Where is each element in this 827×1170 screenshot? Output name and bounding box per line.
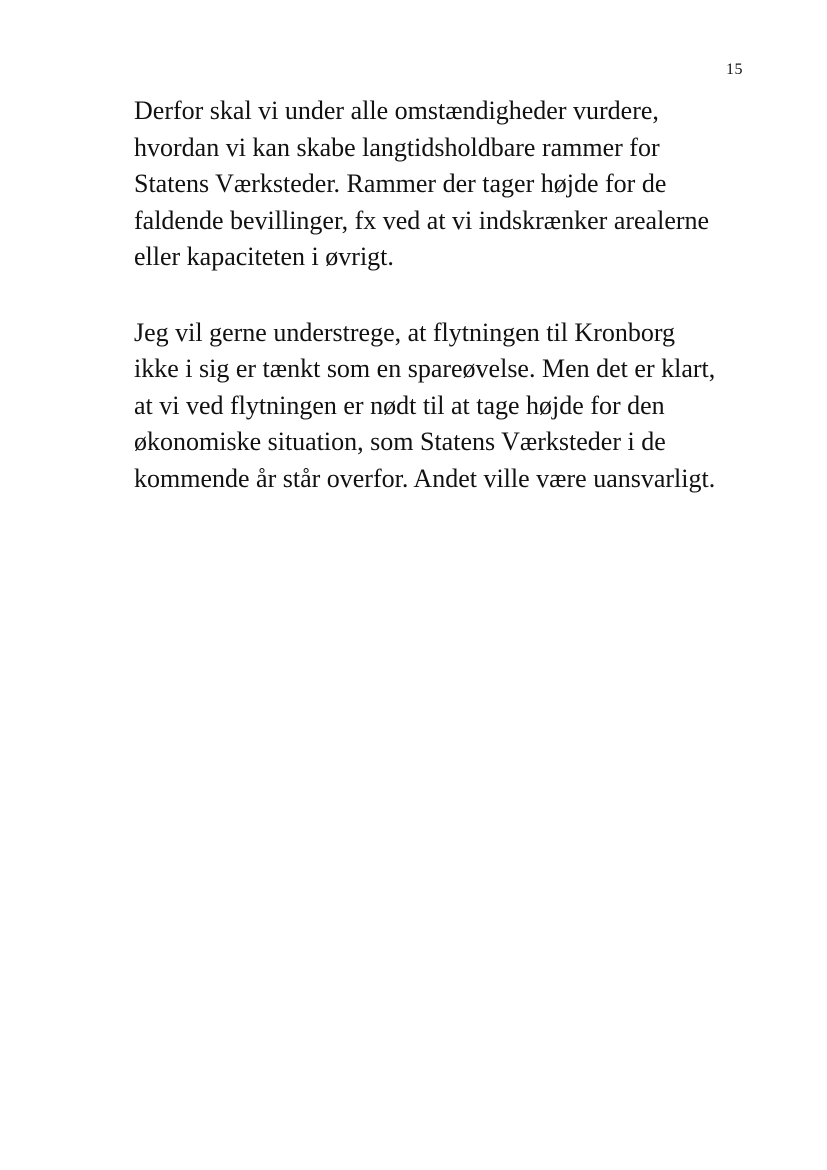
page-number: 15 <box>726 61 743 78</box>
text-line: faldende bevillinger, fx ved at vi indskrænker arealerne <box>134 205 710 235</box>
text-line: kommende år står overfor. Andet ville være uansvarligt. <box>134 463 716 493</box>
text-line: eller kapaciteten i øvrigt. <box>134 242 394 271</box>
page-body <box>134 93 754 497</box>
text-line: økonomiske situation, som Statens Værksteder i de <box>134 427 666 456</box>
text-line: ikke i sig er tænkt som en spareøvelse. Men det er klart, <box>134 354 716 383</box>
text-line: Statens Værksteder. Rammer der tager højde for de <box>134 169 667 198</box>
text-line: Derfor skal vi under alle omstændigheder vurdere, <box>134 96 659 125</box>
text-line: Jeg vil gerne understrege, at flytningen til Kronborg <box>134 317 676 347</box>
text-line: at vi ved flytningen er nødt til at tage højde for den <box>134 390 665 420</box>
text-line: hvordan vi kan skabe langtidsholdbare rammer for <box>134 132 660 162</box>
paragraph-1 <box>134 93 754 276</box>
paragraph-2 <box>134 315 754 498</box>
